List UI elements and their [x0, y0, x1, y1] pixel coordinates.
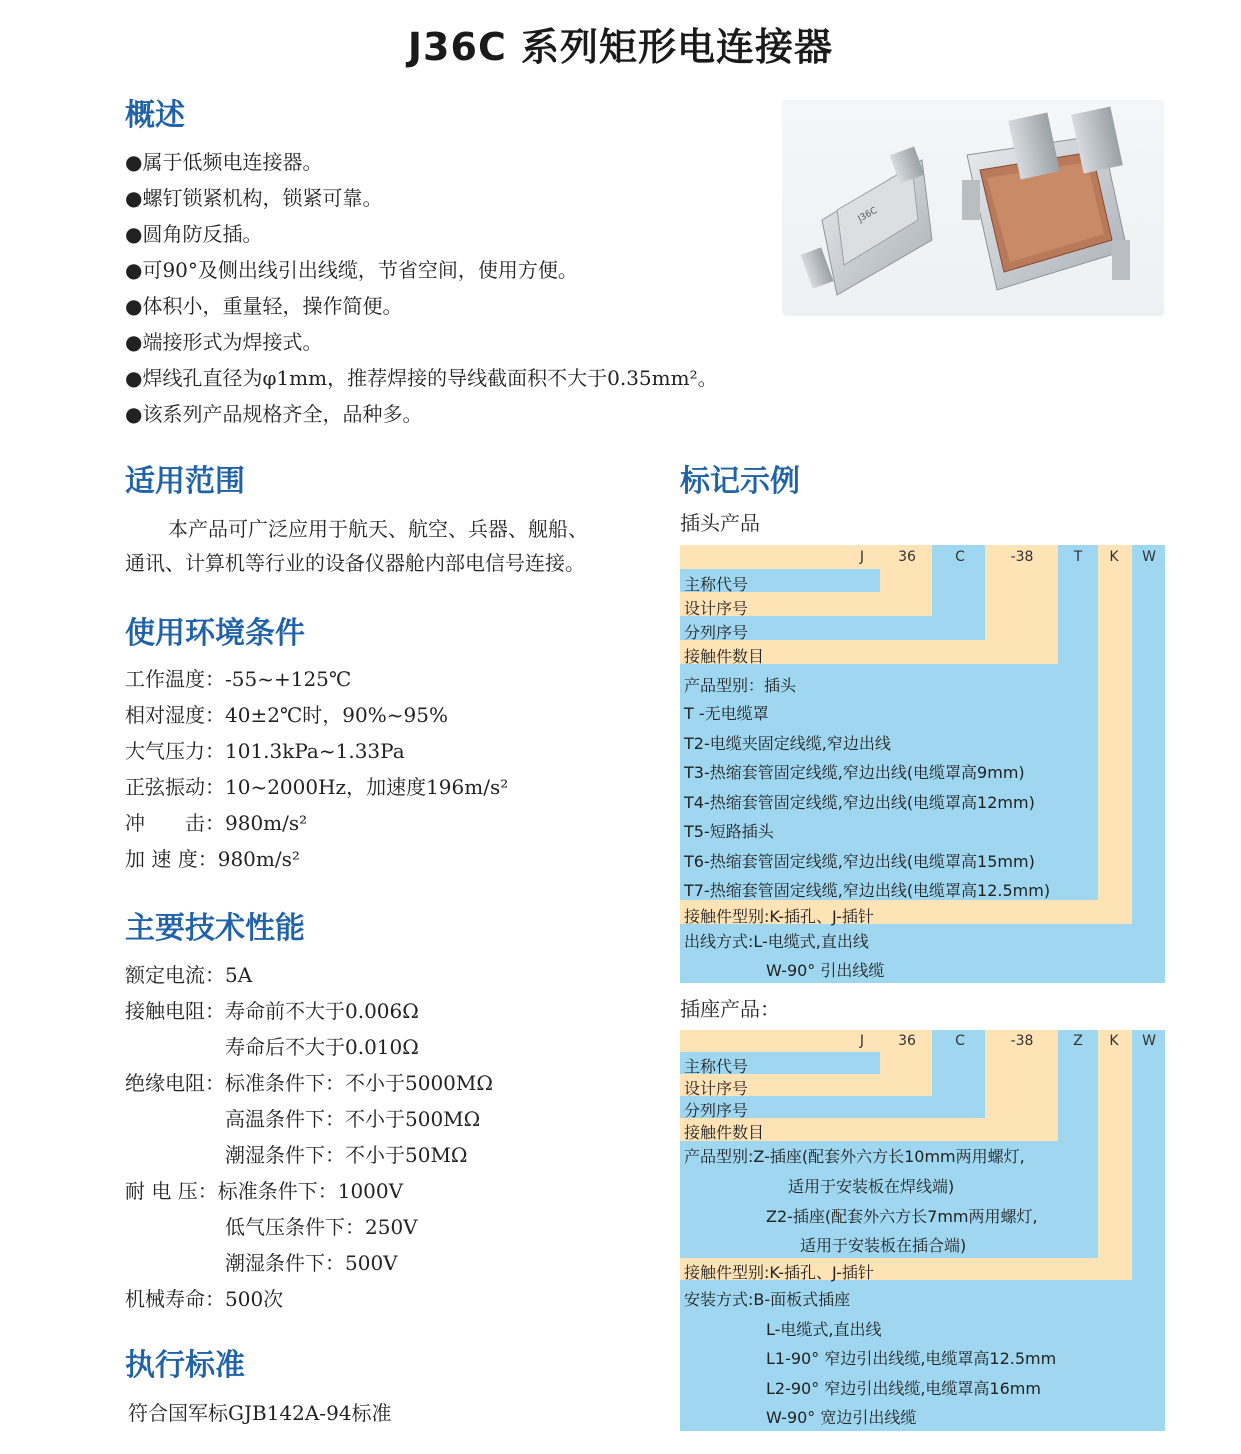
plug-code: W [1142, 549, 1156, 565]
plug-label: 接触件型别:K-插孔、J-插针 [684, 907, 874, 926]
socket-label: L-电缆式,直出线 [766, 1320, 882, 1339]
plug-code: J [859, 549, 865, 565]
overview-bullet: ●属于低频电连接器。 [125, 150, 323, 174]
socket-label: 设计序号 [684, 1079, 749, 1098]
perf-row: 接触电阻：寿命前不大于0.006Ω [125, 999, 419, 1023]
scope-text-line2: 通讯、计算机等行业的设备仪器舱内部电信号连接。 [125, 551, 585, 575]
overview-bullet: ●焊线孔直径为φ1mm，推荐焊接的导线截面积不大于0.35mm²。 [125, 366, 718, 390]
socket-label: Z2-插座(配套外六方长7mm两用螺灯, [766, 1207, 1038, 1226]
overview-bullet: ●可90°及侧出线引出线缆，节省空间，使用方便。 [125, 258, 578, 282]
plug-label: T2-电缆夹固定线缆,窄边出线 [684, 734, 891, 753]
plug-label: 接触件数目 [684, 647, 765, 666]
socket-code: 36 [898, 1033, 916, 1049]
socket-label: 分列序号 [684, 1101, 749, 1120]
socket-code: C [955, 1033, 965, 1049]
plug-label: 分列序号 [684, 623, 749, 642]
page-title: J36C 系列矩形电连接器 [407, 25, 834, 69]
perf-row: 高温条件下：不小于500MΩ [125, 1107, 481, 1131]
band-header [680, 1030, 880, 1052]
perf-row: 潮湿条件下：500V [125, 1251, 398, 1275]
env-row: 工作温度：-55~+125℃ [125, 667, 352, 691]
plug-label: T6-热缩套管固定线缆,窄边出线(电缆罩高15mm) [684, 852, 1035, 871]
socket-label: L2-90° 窄边引出线缆,电缆罩高16mm [766, 1379, 1041, 1398]
overview-heading: 概述 [125, 98, 185, 133]
plug-label: 主称代号 [684, 575, 749, 594]
scope-heading: 适用范围 [125, 464, 245, 499]
overview-bullet: ●端接形式为焊接式。 [125, 330, 323, 354]
plug-label: 设计序号 [684, 599, 749, 618]
socket-label: 适用于安装板在焊线端) [788, 1177, 955, 1196]
plug-code: K [1109, 549, 1119, 565]
perf-row: 绝缘电阻：标准条件下：不小于5000MΩ [125, 1071, 493, 1095]
plug-label: T3-热缩套管固定线缆,窄边出线(电缆罩高9mm) [684, 763, 1025, 782]
socket-code: J [859, 1033, 865, 1049]
env-row: 正弦振动：10~2000Hz，加速度196m/s² [125, 775, 509, 799]
plug-label: T5-短路插头 [684, 822, 774, 841]
env-heading: 使用环境条件 [125, 616, 305, 651]
overview-bullet: ●螺钉锁紧机构，锁紧可靠。 [125, 186, 383, 210]
scope-text-line1: 本产品可广泛应用于航天、航空、兵器、舰船、 [168, 517, 588, 541]
standard-heading: 执行标准 [125, 1348, 245, 1383]
env-row: 加 速 度：980m/s² [125, 847, 300, 871]
perf-row: 额定电流：5A [125, 963, 253, 987]
plug-label: T7-热缩套管固定线缆,窄边出线(电缆罩高12.5mm) [684, 881, 1051, 900]
plug-code: C [955, 549, 965, 565]
plug-label: T -无电缆罩 [684, 704, 769, 723]
socket-code: -38 [1010, 1033, 1034, 1049]
socket-label: L1-90° 窄边引出线缆,电缆罩高12.5mm [766, 1349, 1057, 1368]
marking-heading: 标记示例 [680, 464, 800, 499]
socket-label: 接触件数目 [684, 1123, 765, 1142]
perf-row: 低气压条件下：250V [125, 1215, 418, 1239]
socket-label: 接触件型别:K-插孔、J-插针 [684, 1263, 874, 1282]
perf-row: 寿命后不大于0.010Ω [125, 1035, 419, 1059]
plug-label: W-90° 引出线缆 [766, 961, 885, 980]
plug-code: 36 [898, 549, 916, 565]
socket-label: 安装方式:B-面板式插座 [684, 1290, 851, 1309]
plug-label: T4-热缩套管固定线缆,窄边出线(电缆罩高12mm) [684, 793, 1035, 812]
env-row: 冲 击：980m/s² [125, 811, 308, 835]
overview-bullet: ●圆角防反插。 [125, 222, 263, 246]
standard-text: 符合国军标GJB142A-94标准 [128, 1401, 392, 1425]
product-photo [782, 100, 1164, 316]
perf-row: 机械寿命：500次 [125, 1287, 284, 1311]
plug-label: 出线方式:L-电缆式,直出线 [684, 932, 869, 951]
socket-label: W-90° 宽边引出线缆 [766, 1408, 917, 1427]
plug-marking-diagram [680, 545, 1165, 983]
band-header [680, 545, 880, 569]
socket-code: Z [1073, 1033, 1083, 1049]
plug-code: T [1073, 549, 1083, 565]
perf-row: 耐 电 压：标准条件下：1000V [125, 1179, 404, 1203]
env-row: 大气压力：101.3kPa~1.33Pa [125, 739, 405, 763]
overview-bullet: ●体积小，重量轻，操作简便。 [125, 294, 403, 318]
socket-code: K [1109, 1033, 1119, 1049]
socket-title: 插座产品： [680, 997, 780, 1021]
svg-text:J36C: J36C [856, 205, 880, 225]
plug-label: 产品型别：插头 [684, 676, 797, 695]
socket-label: 适用于安装板在插合端) [800, 1236, 967, 1255]
plug-title: 插头产品 [680, 511, 760, 535]
env-row: 相对湿度：40±2℃时，90%~95% [125, 703, 448, 727]
perf-row: 潮湿条件下：不小于50MΩ [125, 1143, 468, 1167]
socket-label: 主称代号 [684, 1057, 749, 1076]
socket-code: W [1142, 1033, 1156, 1049]
overview-bullet: ●该系列产品规格齐全，品种多。 [125, 402, 423, 426]
connector-illustration [782, 100, 1164, 316]
socket-label: 产品型别:Z-插座(配套外六方长10mm两用螺灯, [684, 1147, 1025, 1166]
socket-marking-diagram [680, 1030, 1165, 1431]
perf-heading: 主要技术性能 [125, 911, 305, 946]
plug-code: -38 [1010, 549, 1034, 565]
